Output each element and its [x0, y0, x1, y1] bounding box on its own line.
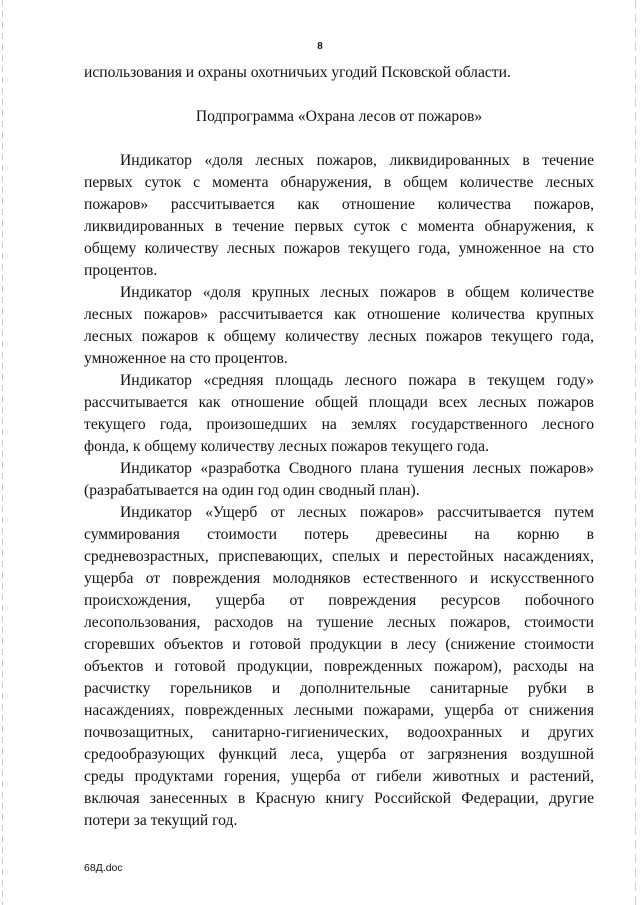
scan-edge-right: [635, 0, 636, 905]
text-line: насаждениях, поврежденных лесными пожарами, ущерба от снижения: [84, 702, 594, 719]
text-line: использования и охраны охотничьих угодий Псковской области.: [84, 64, 511, 81]
text-line: лесных пожаров» рассчитывается как отношение количества крупных: [84, 306, 594, 323]
text-line: первых суток с момента обнаружения, в общем количестве лесных: [84, 174, 594, 191]
text-line: ущерба от повреждения молодняков естественного и искусственного: [84, 570, 594, 587]
scan-edge-left: [2, 0, 3, 905]
text-line: происхождения, ущерба от повреждения ресурсов побочного: [84, 592, 594, 609]
text-line: объектов и готовой продукции, поврежденных пожаром), расходы на: [84, 658, 594, 675]
text-line: ликвидированных в течение первых суток с момента обнаружения, к: [84, 218, 594, 235]
text-line: лесных пожаров к общему количеству лесных пожаров текущего года,: [84, 328, 594, 345]
text-line: умноженное на сто процентов.: [84, 350, 288, 367]
text-line: текущего года, произошедших на землях государственного лесного: [84, 416, 594, 433]
text-line: (разрабатывается на один год один сводный план).: [84, 482, 420, 499]
page-number: 8: [317, 40, 323, 52]
text-line: сгоревших объектов и готовой продукции в лесу (снижение стоимости: [84, 636, 594, 653]
text-line: рассчитывается как отношение общей площади всех лесных пожаров: [84, 394, 594, 411]
text-line: средообразующих функций леса, ущерба от загрязнения воздушной: [84, 746, 594, 763]
text-line: пожаров» рассчитывается как отношение количества пожаров,: [84, 196, 594, 213]
text-line: суммирования стоимости потерь древесины на корню в: [84, 526, 594, 543]
text-line: процентов.: [84, 262, 158, 279]
text-line: фонда, к общему количеству лесных пожаров текущего года.: [84, 438, 489, 455]
text-line: Индикатор «разработка Сводного плана тушения лесных пожаров»: [120, 460, 594, 477]
text-line: среды продуктами горения, ущерба от гибели животных и растений,: [84, 768, 594, 785]
text-line: включая занесенных в Красную книгу Российской Федерации, другие: [84, 790, 594, 807]
text-line: Индикатор «доля лесных пожаров, ликвидированных в течение: [120, 152, 594, 169]
text-line: средневозрастных, приспевающих, спелых и перестойных насаждениях,: [84, 548, 594, 565]
text-line: общему количеству лесных пожаров текущего года, умноженное на сто: [84, 240, 594, 257]
body-text: [84, 150, 594, 832]
section-heading: Подпрограмма «Охрана лесов от пожаров»: [195, 108, 483, 125]
text-line: почвозащитных, санитарно-гигиенических, водоохранных и других: [84, 724, 594, 741]
text-line: Индикатор «доля крупных лесных пожаров в общем количестве: [120, 284, 594, 301]
text-line: Индикатор «средняя площадь лесного пожара в текущем году»: [120, 372, 594, 389]
text-line: расчистку горельников и дополнительные санитарные рубки в: [84, 680, 594, 697]
text-line: лесопользования, расходов на тушение лесных пожаров, стоимости: [84, 614, 594, 631]
continuation-paragraph: [84, 62, 594, 84]
footer-filename: 68Д.doc: [84, 862, 123, 874]
text-line: Индикатор «Ущерб от лесных пожаров» рассчитывается путем: [120, 504, 594, 521]
text-line: потери за текущий год.: [84, 812, 238, 829]
